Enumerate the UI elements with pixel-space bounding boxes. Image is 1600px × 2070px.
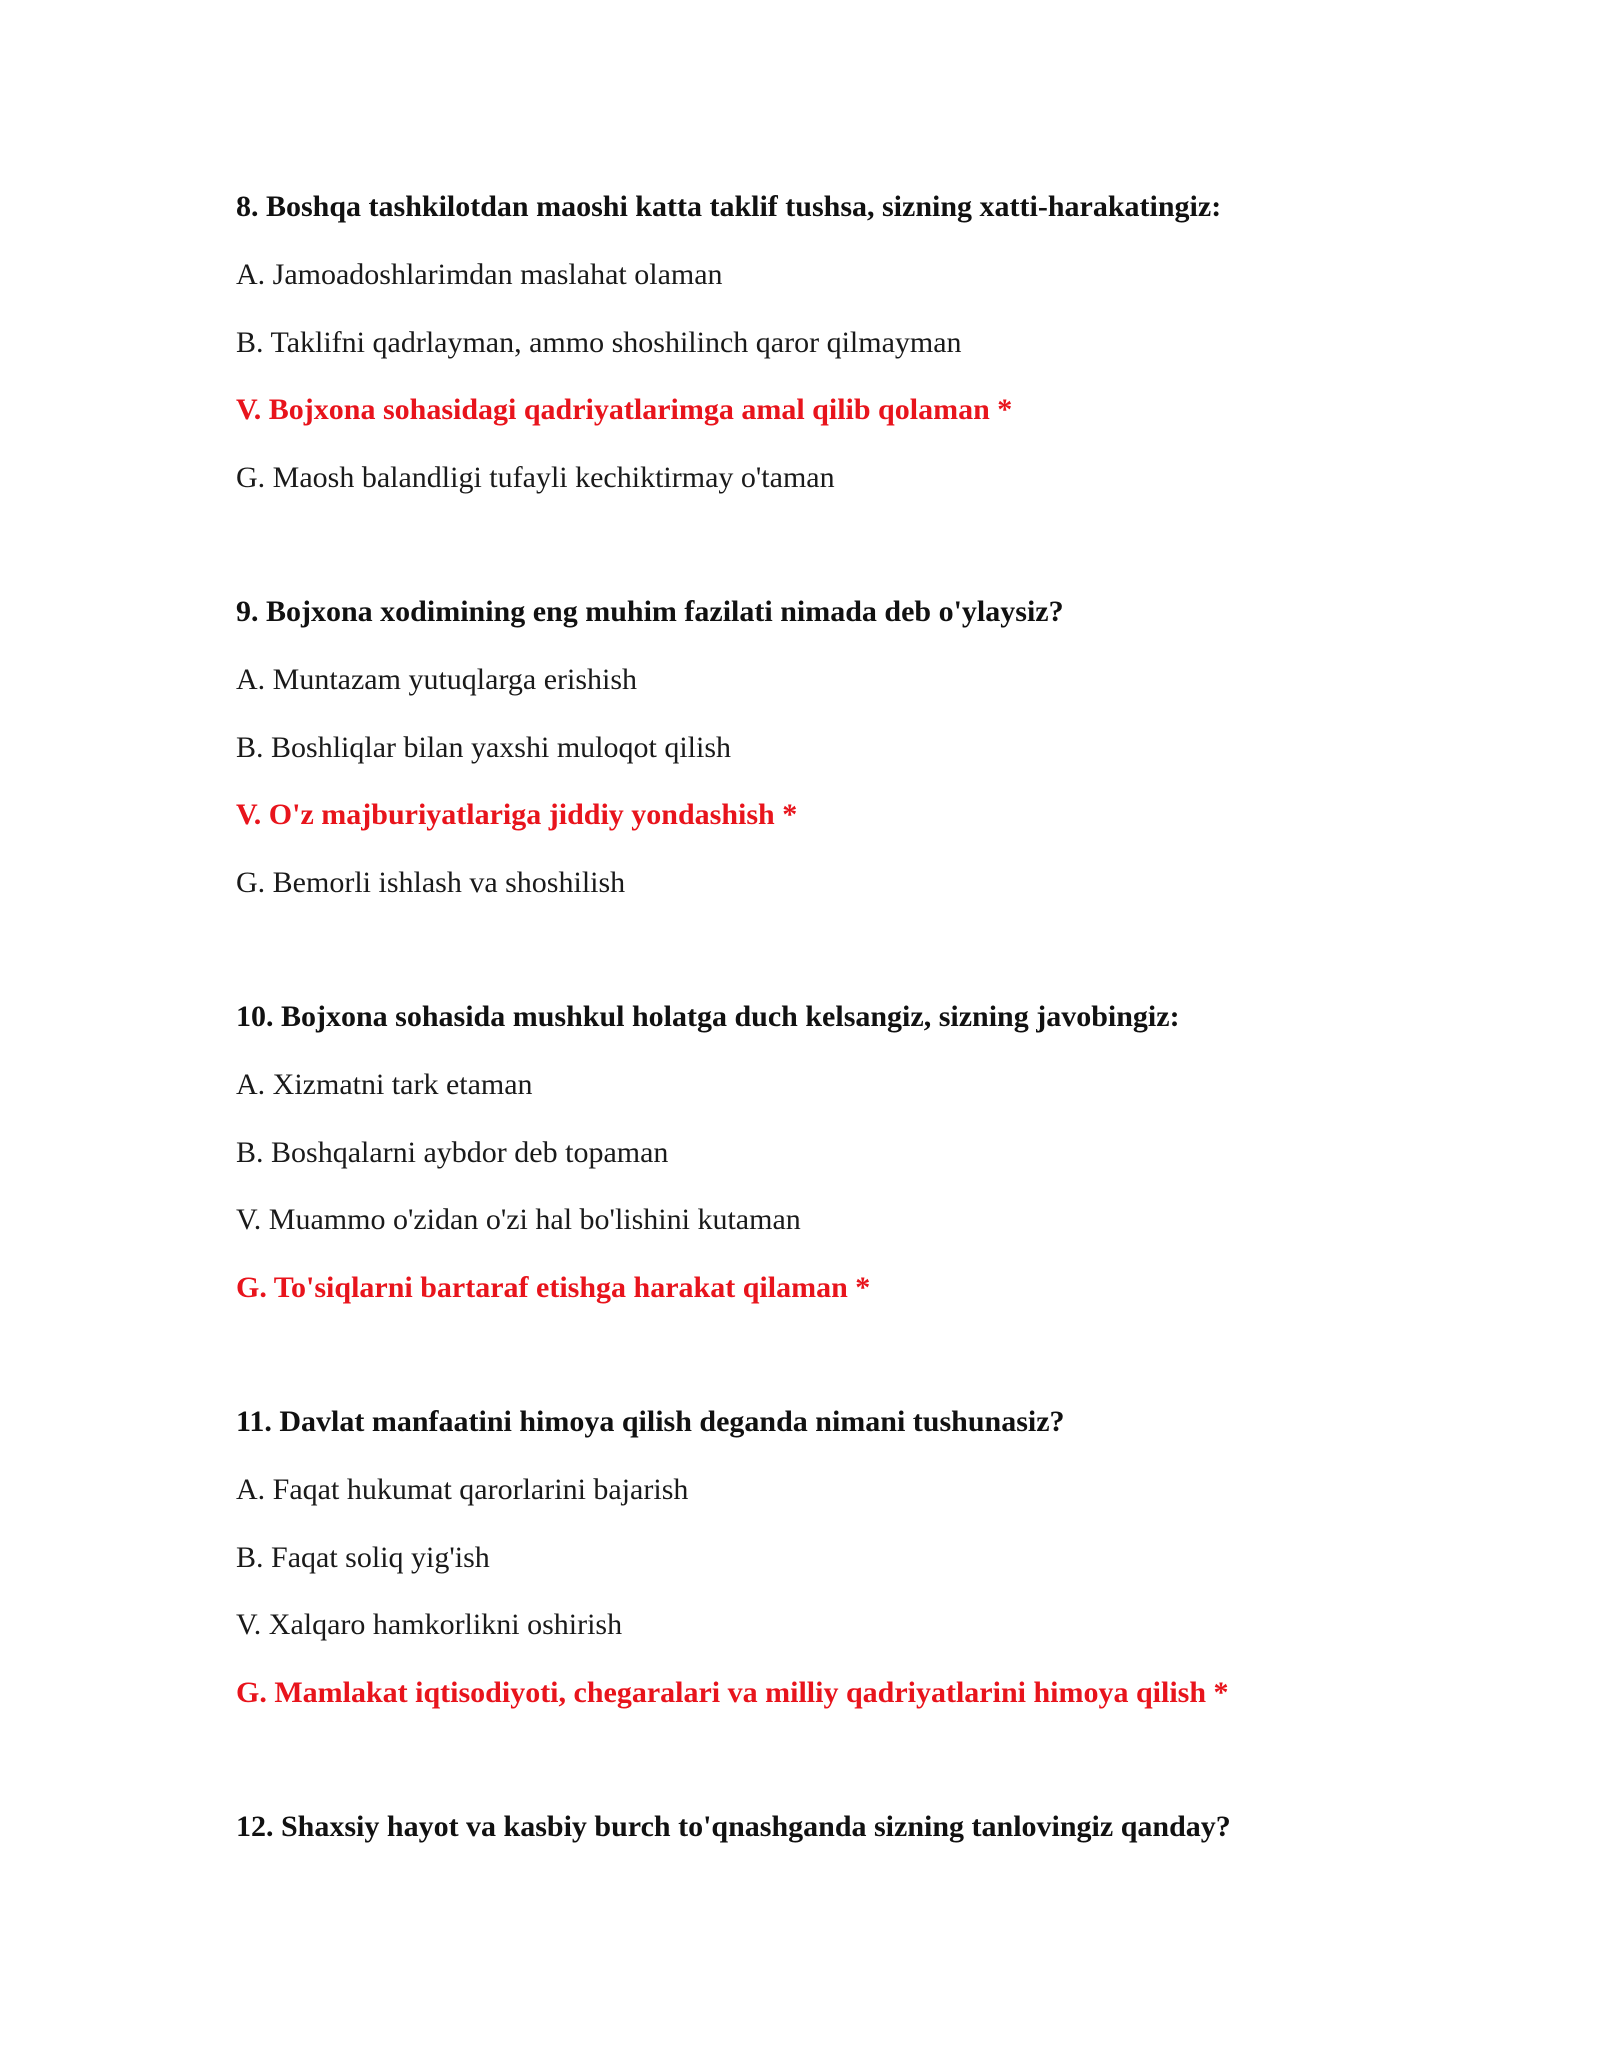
question-9-option-a: A. Muntazam yutuqlarga erishish: [236, 663, 638, 696]
question-10-option-g-correct: G. To'siqlarni bartaraf etishga harakat qilaman *: [236, 1271, 871, 1304]
question-8-option-b: B. Taklifni qadrlayman, ammo shoshilinch qaror qilmayman: [236, 326, 962, 359]
question-11-option-g-correct: G. Mamlakat iqtisodiyoti, chegaralari va milliy qadriyatlarini himoya qilish *: [236, 1676, 1229, 1709]
question-10-option-b: B. Boshqalarni aybdor deb topaman: [236, 1136, 669, 1169]
question-9-option-g: G. Bemorli ishlash va shoshilish: [236, 866, 626, 899]
question-8: 8. Boshqa tashkilotdan maoshi katta taklif tushsa, sizning xatti-harakatingiz:: [236, 190, 1222, 223]
question-11-option-b: B. Faqat soliq yig'ish: [236, 1541, 490, 1574]
question-12: 12. Shaxsiy hayot va kasbiy burch to'qnashganda sizning tanlovingiz qanday?: [236, 1810, 1231, 1843]
question-11: 11. Davlat manfaatini himoya qilish deganda nimani tushunasiz?: [236, 1405, 1065, 1438]
question-9: 9. Bojxona xodimining eng muhim fazilati nimada deb o'ylaysiz?: [236, 595, 1064, 628]
question-8-option-g: G. Maosh balandligi tufayli kechiktirmay o'taman: [236, 461, 835, 494]
question-11-option-a: A. Faqat hukumat qarorlarini bajarish: [236, 1473, 689, 1506]
question-11-option-v: V. Xalqaro hamkorlikni oshirish: [236, 1608, 623, 1641]
question-9-option-b: B. Boshliqlar bilan yaxshi muloqot qilish: [236, 731, 731, 764]
question-8-option-a: A. Jamoadoshlarimdan maslahat olaman: [236, 258, 723, 291]
question-10-option-v: V. Muammo o'zidan o'zi hal bo'lishini kutaman: [236, 1203, 801, 1236]
question-10-option-a: A. Xizmatni tark etaman: [236, 1068, 533, 1101]
question-10: 10. Bojxona sohasida mushkul holatga duch kelsangiz, sizning javobingiz:: [236, 1000, 1180, 1033]
question-8-option-v-correct: V. Bojxona sohasidagi qadriyatlarimga amal qilib qolaman *: [236, 393, 1013, 426]
question-9-option-v-correct: V. O'z majburiyatlariga jiddiy yondashish *: [236, 798, 798, 831]
